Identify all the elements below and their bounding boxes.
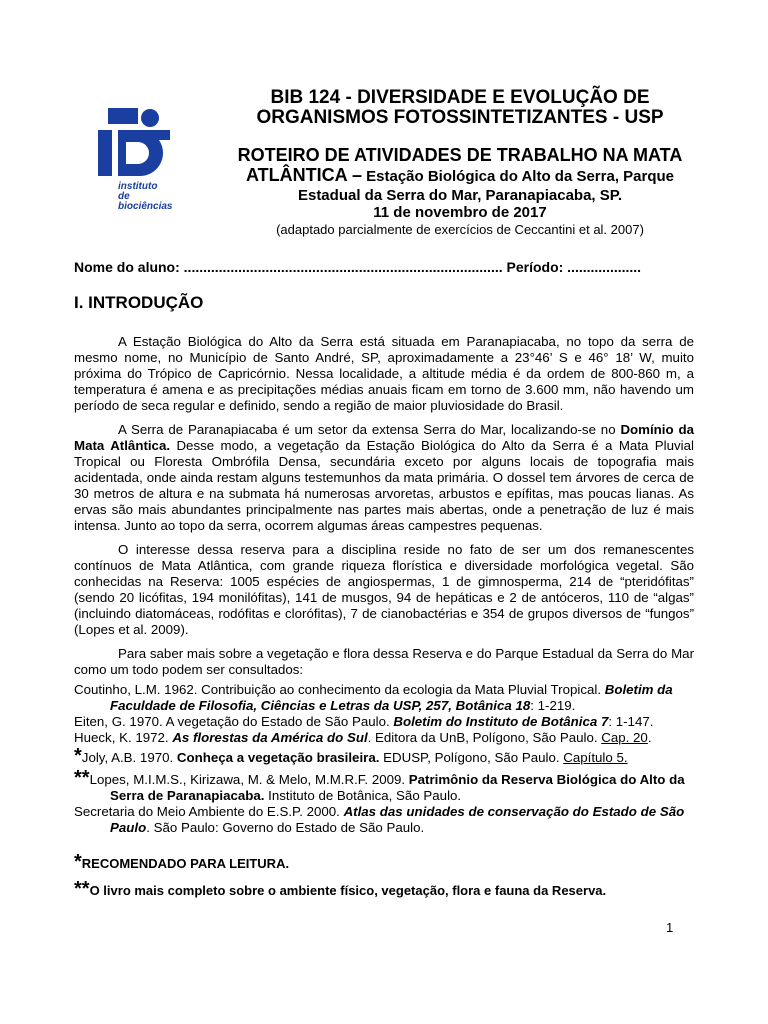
course-title-line2: ORGANISMOS FOTOSSINTETIZANTES - USP — [256, 107, 664, 128]
reference-coutinho — [74, 682, 694, 714]
paragraph-2-rest: Desse modo, a vegetação da Estação Biológica do Alto da Serra é a Mata Pluvial Tropical ou Floresta Ombrófila Densa, secundária exceto por alguns locais de topografia mais acidentada, onde ainda restam alguns testemunhos da mata primária. O dossel tem árvores de cerca de 30 metros de altura e na submata há numerosas arvoretas, arbustos e epífitas, mas poucas lianas. As ervas são mais abundantes principalmente nas partes mais abertas, onde a penetração de luz é mais intensa. Junto ao topo da serra, ocorrem algumas áreas campestres pequenas. — [74, 438, 694, 533]
ref-title: Atlas das unidades de conservação do Estado de São Paulo — [110, 804, 685, 835]
ref-pages: : 1-147. — [608, 714, 654, 729]
ref-pages: : 1-219. — [530, 698, 576, 713]
page-number: 1 — [666, 920, 674, 935]
paragraph-1: A Estação Biológica do Alto da Serra está situada em Paranapiacaba, no topo da serra de mesmo nome, no Município de Santo André, SP, aproximadamente a 23°46’ S e 46° 18’ W, muito próxima do Trópico de Capricórnio. Nessa localidade, a altitude média é da ordem de 800-860 m, a temperatura é amena e as precipitações médias anuais ficam em torno de 3.600 mm, não havendo um período de seca regular e definido, sendo a região de maior pluviosidade do Brasil. — [74, 334, 694, 413]
ref-text: Coutinho, L.M. 1962. Contribuição ao conhecimento da ecologia da Mata Pluvial Tropical. — [74, 682, 605, 697]
ref-journal: Boletim da Faculdade de Filosofia, Ciências e Letras da USP, 257, Botânica 18 — [110, 682, 673, 713]
reference-secretaria — [74, 804, 694, 836]
reference-hueck — [74, 730, 694, 746]
logo-text-line2: de biociências — [118, 191, 173, 212]
reference-joly — [74, 745, 694, 767]
ref-text: Joly, A.B. 1970. — [81, 750, 177, 765]
student-name-field: Nome do aluno: .................................................................................. Período: ................... — [74, 259, 642, 275]
footnote-text: O livro mais completo sobre o ambiente físico, vegetação, flora e fauna da Reserva. — [89, 883, 607, 898]
ref-journal: As florestas da América do Sul — [172, 730, 368, 745]
ref-text: Lopes, M.I.M.S., Kirizawa, M. & Melo, M.M.R.F. 2009. — [89, 772, 409, 787]
ref-chapter: Cap. 20 — [601, 730, 648, 745]
document-header — [200, 88, 720, 238]
ref-text: Hueck, K. 1972. — [74, 730, 173, 745]
paragraph-3: O interesse dessa reserva para a disciplina reside no fato de ser um dos remanescentes contínuos de Mata Atlântica, com grande riqueza florística e diversidade morfológica vegetal. São conhecidas na Reserva: 1005 espécies de angiospermas, 1 de gimnosperma, 214 de “pteridófitas” (sendo 20 licófitas, 194 monilófitas), 141 de musgos, 94 de hepáticas e 2 de antóceros, 110 de “algas” (incluindo diatomáceas, rodófitas e clorófitas), 7 de cianobactérias e 354 de grupos diversos de “fungos” (Lopes et al. 2009). — [74, 542, 694, 637]
footnotes — [74, 851, 694, 910]
ref-title: Patrimônio da Reserva Biológica do Alto da Serra de Paranapiacaba. — [110, 772, 685, 803]
ref-publisher: EDUSP, Polígono, São Paulo. — [379, 750, 564, 765]
activity-title-rest: Estação Biológica do Alto da Serra, Parque — [361, 168, 675, 185]
double-asterisk-mark: ** — [74, 878, 90, 900]
double-asterisk-mark: ** — [74, 767, 90, 789]
ref-end: . — [647, 730, 652, 745]
paragraph-2-bold: Domínio da Mata Atlântica. — [74, 422, 694, 453]
activity-title-word: ATLÂNTICA – — [245, 165, 362, 185]
ib-logo-icon — [96, 106, 172, 182]
institute-logo — [96, 106, 186, 216]
reference-eiten — [74, 714, 694, 730]
activity-date: 11 de novembro de 2017 — [373, 204, 547, 221]
activity-title-line1: ROTEIRO DE ATIVIDADES DE TRABALHO NA MATA — [237, 145, 683, 165]
paragraph-4: Para saber mais sobre a vegetação e flora dessa Reserva e do Parque Estadual da Serra do Mar como um todo podem ser consultados: — [74, 646, 694, 677]
ref-text: Eiten, G. 1970. A vegetação do Estado de São Paulo. — [74, 714, 394, 729]
asterisk-mark: * — [74, 851, 82, 873]
logo-text-line1: instituto — [118, 181, 158, 192]
footnote-recommended — [74, 851, 694, 873]
footnote-complete-book — [74, 878, 694, 900]
asterisk-mark: * — [74, 745, 82, 767]
reference-lopes — [74, 767, 694, 804]
activity-title-line3: Estadual da Serra do Mar, Paranapiacaba, SP. — [297, 187, 623, 204]
paragraph-2 — [74, 422, 694, 534]
section-title: I. INTRODUÇÃO — [74, 293, 204, 312]
ref-publisher: Instituto de Botânica, São Paulo. — [264, 788, 462, 803]
ref-text: Secretaria do Meio Ambiente do E.S.P. 2000. — [74, 804, 344, 819]
activity-title-line2 — [200, 165, 720, 187]
paragraph-2-start: A Serra de Paranapiacaba é um setor da extensa Serra do Mar, localizando-se no — [118, 422, 621, 437]
course-title-line1: BIB 124 - DIVERSIDADE E EVOLUÇÃO DE — [270, 87, 650, 108]
document-body — [74, 334, 694, 836]
ref-chapter: Capítulo 5. — [563, 750, 628, 765]
ref-title: Conheça a vegetação brasileira. — [176, 750, 380, 765]
ref-journal: Boletim do Instituto de Botânica 7 — [393, 714, 609, 729]
footnote-text: RECOMENDADO PARA LEITURA. — [81, 856, 290, 871]
ref-publisher: . Editora da UnB, Polígono, São Paulo. — [367, 730, 602, 745]
ref-publisher: . São Paulo: Governo do Estado de São Paulo. — [146, 820, 425, 835]
adaptation-note: (adaptado parcialmente de exercícios de Ceccantini et al. 2007) — [276, 222, 644, 237]
